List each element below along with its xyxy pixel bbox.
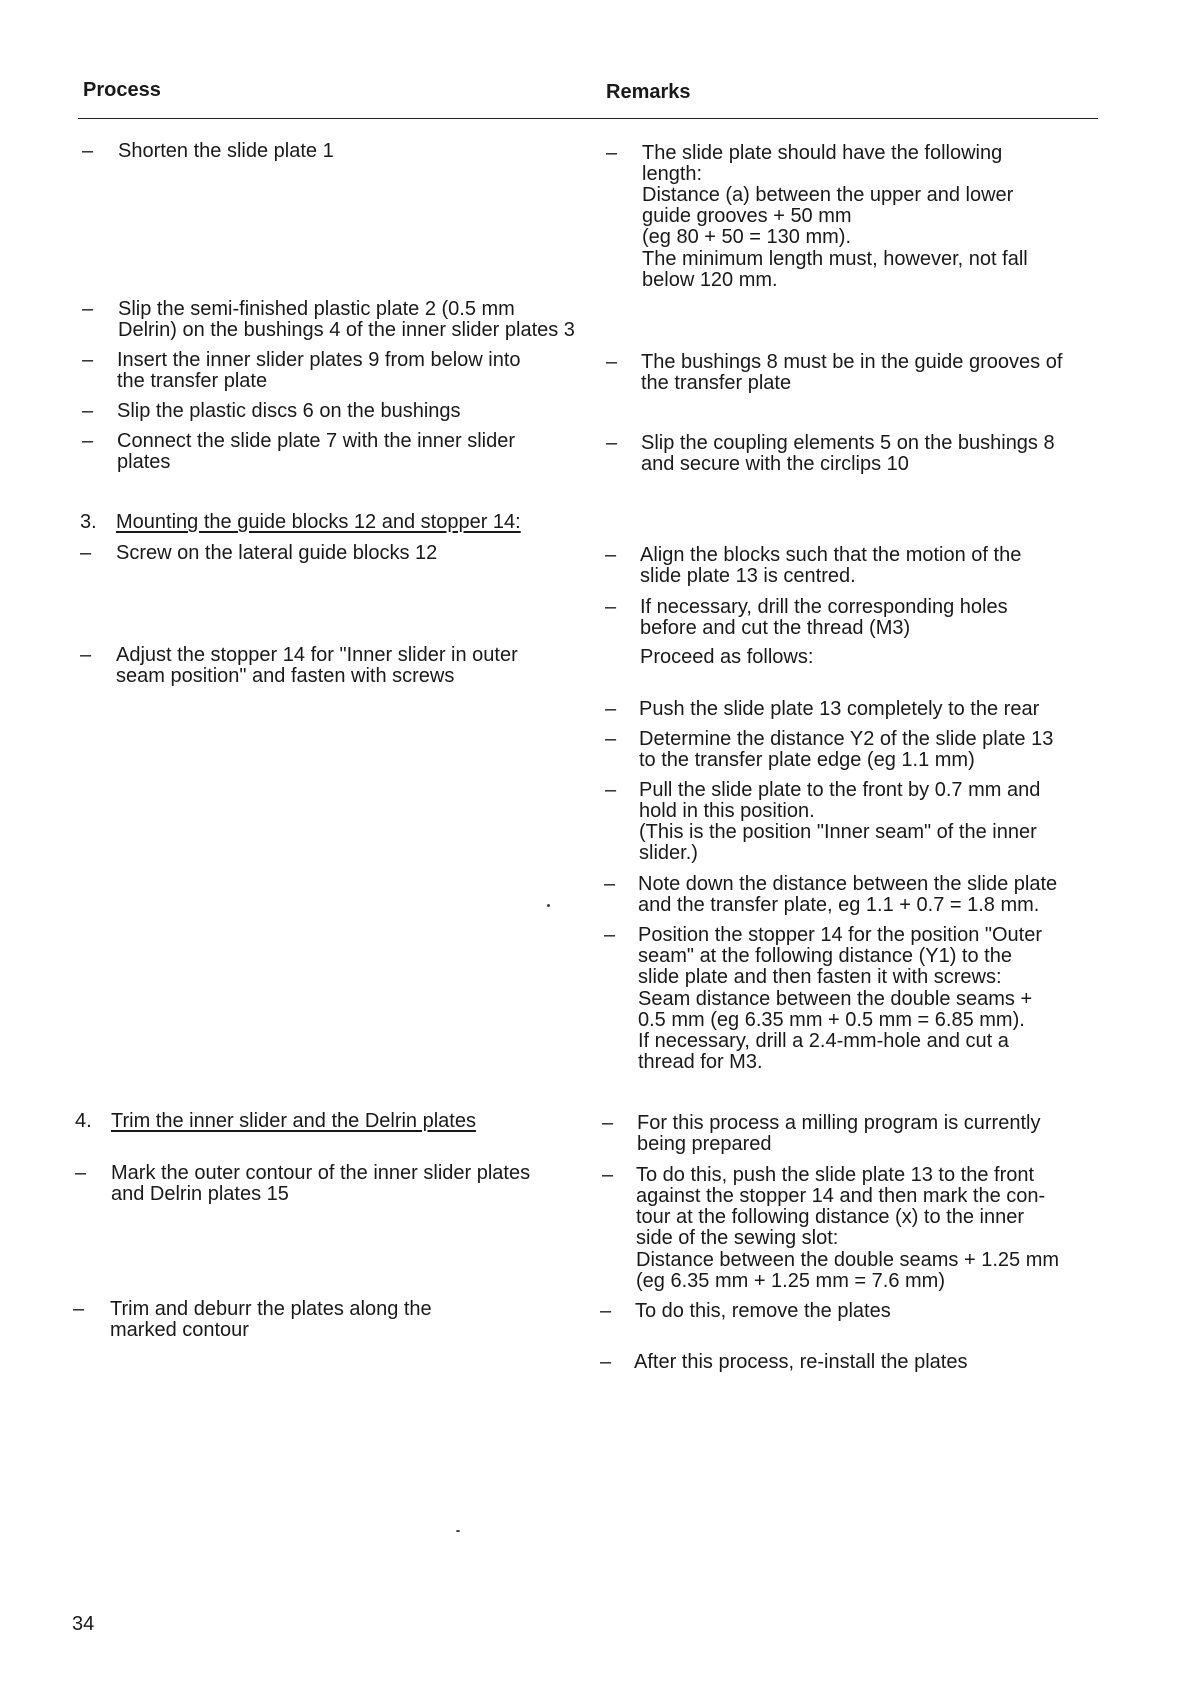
remark-proceed: Proceed as follows: — [640, 646, 814, 668]
remark-position-line7: thread for M3. — [638, 1051, 763, 1073]
bullet-dash: – — [606, 142, 618, 164]
remark-position-line6: If necessary, drill a 2.4-mm-hole and cut a — [638, 1030, 1009, 1052]
page-number: 34 — [72, 1613, 95, 1635]
bullet-dash: – — [604, 924, 616, 946]
process-step-shorten: Shorten the slide plate 1 — [118, 140, 334, 162]
remark-todo-line4: side of the sewing slot: — [636, 1227, 839, 1249]
remark-coupling-line2: and secure with the circlips 10 — [641, 453, 909, 475]
remark-length-line5: (eg 80 + 50 = 130 mm). — [642, 226, 852, 248]
remark-align-line1: Align the blocks such that the motion of the — [640, 544, 1022, 566]
process-step-screw: Screw on the lateral guide blocks 12 — [116, 542, 438, 564]
remark-todo-line6: (eg 6.35 mm + 1.25 mm = 7.6 mm) — [636, 1270, 945, 1292]
bullet-dash: – — [606, 351, 618, 373]
remark-length-line7: below 120 mm. — [642, 269, 778, 291]
scan-speck — [547, 904, 550, 907]
remark-drill-line1: If necessary, drill the corresponding holes — [640, 596, 1008, 618]
process-column-heading: Process — [83, 79, 161, 101]
remark-push: Push the slide plate 13 completely to the rear — [639, 698, 1040, 720]
remark-position-line5: 0.5 mm (eg 6.35 mm + 0.5 mm = 6.85 mm). — [638, 1009, 1025, 1031]
remark-position-line1: Position the stopper 14 for the position "Outer — [638, 924, 1043, 946]
remarks-column-heading: Remarks — [606, 81, 691, 103]
process-step-slip-discs: Slip the plastic discs 6 on the bushings — [117, 400, 461, 422]
remark-pull-line2: hold in this position. — [639, 800, 815, 822]
section-4-number: 4. — [75, 1110, 92, 1132]
bullet-dash: – — [82, 430, 94, 452]
remark-note-line1: Note down the distance between the slide plate — [638, 873, 1058, 895]
process-step-connect-line2: plates — [117, 451, 171, 473]
bullet-dash: – — [82, 349, 94, 371]
remark-milling-line2: being prepared — [637, 1133, 772, 1155]
process-step-mark-line1: Mark the outer contour of the inner slider plates — [111, 1162, 531, 1184]
process-step-trim-line2: marked contour — [110, 1319, 249, 1341]
remark-milling-line1: For this process a milling program is currently — [637, 1112, 1041, 1134]
remark-length-line3: Distance (a) between the upper and lower — [642, 184, 1014, 206]
bullet-dash: – — [600, 1300, 612, 1322]
bullet-dash: – — [82, 400, 94, 422]
remark-length-line6: The minimum length must, however, not fall — [642, 248, 1028, 270]
process-step-slip-semi-line1: Slip the semi-finished plastic plate 2 (0.5 mm — [118, 298, 515, 320]
remark-determine-line2: to the transfer plate edge (eg 1.1 mm) — [639, 749, 975, 771]
remark-note-line2: and the transfer plate, eg 1.1 + 0.7 = 1.8 mm. — [638, 894, 1040, 916]
remark-drill-line2: before and cut the thread (M3) — [640, 617, 911, 639]
remark-length-line4: guide grooves + 50 mm — [642, 205, 852, 227]
bullet-dash: – — [80, 644, 92, 666]
bullet-dash: – — [600, 1351, 612, 1373]
remark-todo-line5: Distance between the double seams + 1.25 mm — [636, 1249, 1060, 1271]
remark-remove: To do this, remove the plates — [635, 1300, 891, 1322]
remark-after: After this process, re-install the plates — [634, 1351, 968, 1373]
remark-length-line1: The slide plate should have the following — [642, 142, 1003, 164]
bullet-dash: – — [602, 1112, 614, 1134]
remark-position-line2: seam" at the following distance (Y1) to the — [638, 945, 1012, 967]
bullet-dash: – — [606, 432, 618, 454]
remark-length-line2: length: — [642, 163, 703, 185]
process-step-trim-line1: Trim and deburr the plates along the — [110, 1298, 432, 1320]
bullet-dash: – — [82, 140, 94, 162]
scan-speck — [456, 1530, 460, 1532]
remark-pull-line4: slider.) — [639, 842, 698, 864]
section-3-number: 3. — [80, 511, 97, 533]
bullet-dash: – — [605, 596, 617, 618]
remark-pull-line1: Pull the slide plate to the front by 0.7 mm and — [639, 779, 1041, 801]
bullet-dash: – — [602, 1164, 614, 1186]
process-step-mark-line2: and Delrin plates 15 — [111, 1183, 289, 1205]
process-step-adjust-line2: seam position" and fasten with screws — [116, 665, 455, 687]
bullet-dash: – — [75, 1162, 87, 1184]
remark-pull-line3: (This is the position "Inner seam" of the inner — [639, 821, 1037, 843]
remark-position-line3: slide plate and then fasten it with screws: — [638, 966, 1002, 988]
process-step-insert-line2: the transfer plate — [117, 370, 268, 392]
bullet-dash: – — [605, 698, 617, 720]
remark-determine-line1: Determine the distance Y2 of the slide plate 13 — [639, 728, 1054, 750]
process-step-connect-line1: Connect the slide plate 7 with the inner slider — [117, 430, 516, 452]
remark-position-line4: Seam distance between the double seams + — [638, 988, 1033, 1010]
process-step-adjust-line1: Adjust the stopper 14 for "Inner slider in outer — [116, 644, 518, 666]
section-4-title: Trim the inner slider and the Delrin plates — [111, 1110, 476, 1132]
remark-bushings-line1: The bushings 8 must be in the guide grooves of — [641, 351, 1063, 373]
bullet-dash: – — [605, 544, 617, 566]
remark-todo-line2: against the stopper 14 and then mark the con- — [636, 1185, 1046, 1207]
bullet-dash: – — [80, 542, 92, 564]
bullet-dash: – — [605, 728, 617, 750]
section-3-title: Mounting the guide blocks 12 and stopper 14: — [116, 511, 521, 533]
remark-align-line2: slide plate 13 is centred. — [640, 565, 856, 587]
bullet-dash: – — [82, 298, 94, 320]
remark-todo-line3: tour at the following distance (x) to the inner — [636, 1206, 1024, 1228]
remark-todo-line1: To do this, push the slide plate 13 to the front — [636, 1164, 1035, 1186]
process-step-insert-line1: Insert the inner slider plates 9 from below into — [117, 349, 521, 371]
bullet-dash: – — [73, 1298, 85, 1320]
remark-coupling-line1: Slip the coupling elements 5 on the bushings 8 — [641, 432, 1055, 454]
bullet-dash: – — [604, 873, 616, 895]
header-rule — [78, 118, 1098, 119]
process-step-slip-semi-line2: Delrin) on the bushings 4 of the inner slider plates 3 — [118, 319, 575, 341]
remark-bushings-line2: the transfer plate — [641, 372, 792, 394]
bullet-dash: – — [605, 779, 617, 801]
